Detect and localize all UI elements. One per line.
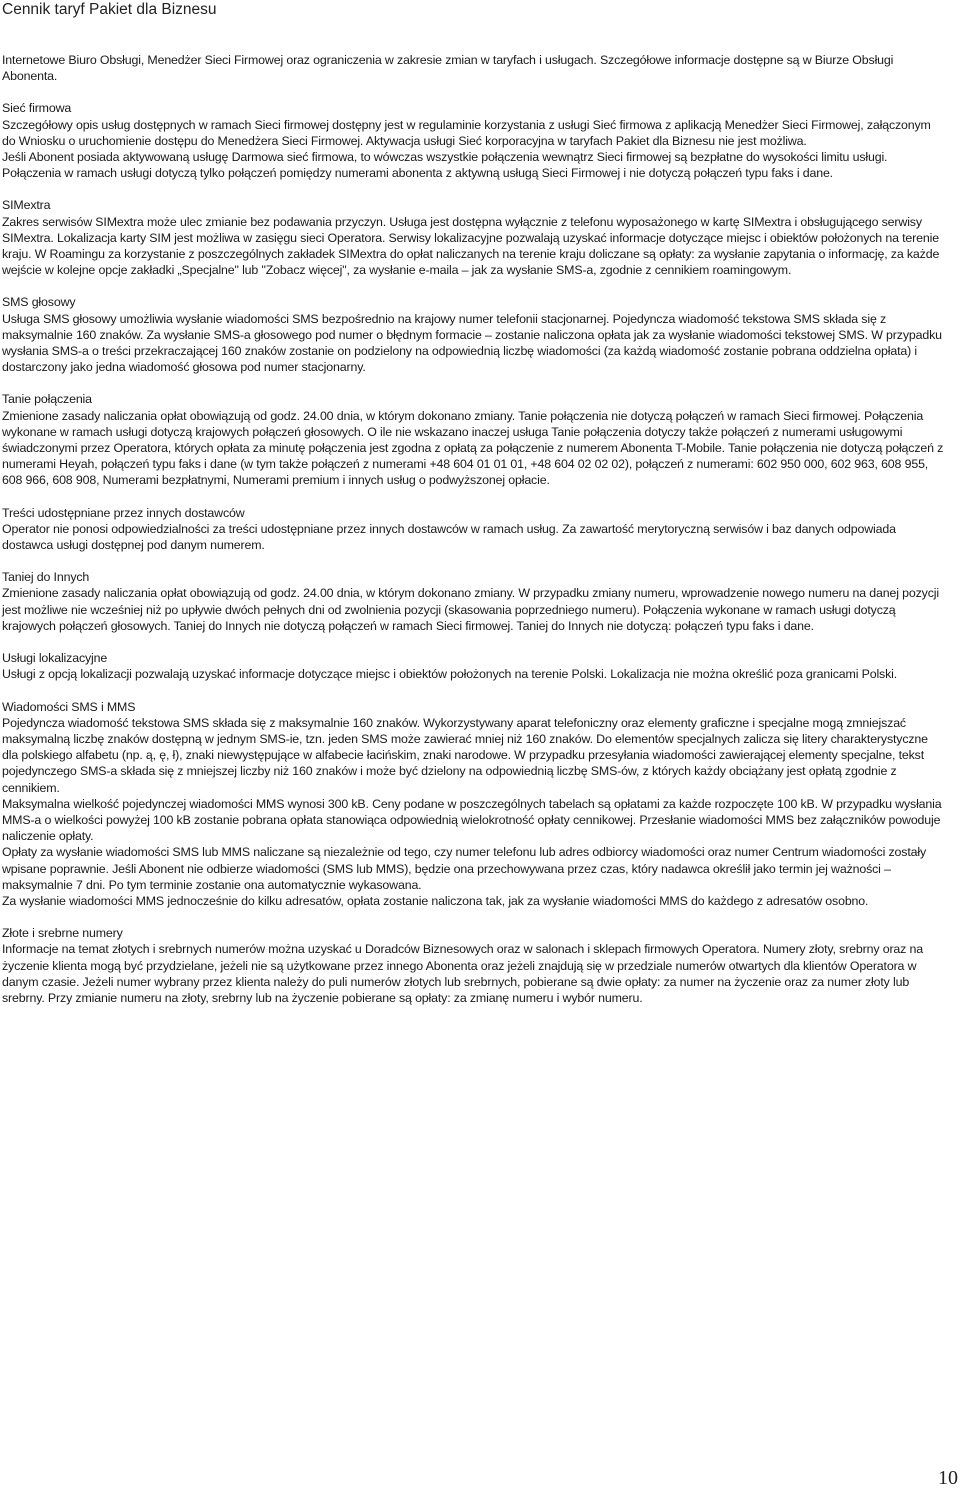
section	[2, 100, 946, 181]
section-heading: Wiadomości SMS i MMS	[2, 699, 136, 714]
section	[2, 391, 946, 488]
section	[2, 505, 946, 554]
section-paragraph: Zmienione zasady naliczania opłat obowiązują od godz. 24.00 dnia, w którym dokonano zmiany. Tanie połączenia nie dotyczą połączeń w ramach Sieci firmowej. Połączenia wykonane w ramach usługi dotyczą krajowych połączeń głosowych. O ile nie wskazano inaczej usługa Tanie połączenia dotyczy także połączeń z numerami usługowymi świadczonymi przez Operatora, których opłata za minutę połączenia jest zgodna z opłatą za połączenie z numerem Abonenta T-Mobile. Tanie połączenia nie dotyczą połączeń z numerami Heyah, połączeń typu faks i dane (w tym także połączeń z numerami +48 604 01 01 01, +48 604 02 02 02), połączeń z numerami: 602 950 000, 602 963, 608 955, 608 966, 608 908, Numerami bezpłatnymi, Numerami premium i innych usług o podwyższonej opłacie.	[2, 408, 944, 488]
page-title: Cennik taryf Pakiet dla Biznesu	[2, 1, 217, 18]
section-paragraph: Informacje na temat złotych i srebrnych numerów można uzyskać u Doradców Biznesowych oraz w salonach i sklepach firmowych Operatora. Numery złoty, srebrny oraz na życzenie klienta mogą być przydzielane, jeżeli nie są użytkowane przez innego Abonenta oraz jeżeli znajdują się w przedziale numerów otwartych dla klientów Operatora w danym czasie. Jeżeli numer wybrany przez klienta należy do puli numerów złotych lub srebrnych, pobierane są dwie opłaty: za numer na życzenie oraz za numer złoty lub srebrny. Przy zmianie numeru na złoty, srebrny lub na życzenie pobierane są opłaty: za zmianę numeru i wybór numeru.	[2, 942, 923, 1005]
section	[2, 294, 946, 375]
sections-container	[2, 100, 946, 1006]
section-heading: Sieć firmowa	[2, 101, 72, 116]
document-body	[2, 52, 946, 1022]
section-heading: Usługi lokalizacyjne	[2, 651, 108, 666]
intro-paragraph: Internetowe Biuro Obsługi, Menedżer Sieci Firmowej oraz ograniczenia w zakresie zmian w taryfach i usługach. Szczegółowe informacje dostępne są w Biurze Obsługi Abonenta.	[2, 53, 894, 84]
section-paragraph: Zmienione zasady naliczania opłat obowiązują od godz. 24.00 dnia, w którym dokonano zmiany. W przypadku zmiany numeru, wprowadzenie nowego numeru na danej pozycji jest możliwe nie wcześniej niż po upływie dwóch pełnych dni od zwolnienia pozycji (skasowania poprzedniego numeru). Połączenia wykonane w ramach usługi dotyczą krajowych połączeń głosowych. Taniej do Innych nie dotyczą połączeń w ramach Sieci firmowej. Taniej do Innych nie dotyczą: połączeń typu faks i dane.	[2, 586, 939, 633]
section-heading: SMS głosowy	[2, 295, 76, 310]
section	[2, 925, 946, 1006]
section-paragraph: Operator nie ponosi odpowiedzialności za treści udostępniane przez innych dostawców w ramach usług. Za zawartość merytoryczną serwisów i baz danych odpowiada dostawca usługi dostępnej pod danym numerem.	[2, 521, 896, 553]
section-paragraph: Szczegółowy opis usług dostępnych w ramach Sieci firmowej dostępny jest w regulaminie korzystania z usługi Sieć firmowa z aplikacją Menedżer Sieci Firmowej, załączonym do Wniosku o uruchomienie dostępu do Menedżera Sieci Firmowej. Aktywacja usługi Sieć korporacyjna w taryfach Pakiet dla Biznesu nie jest możliwa.	[2, 117, 931, 148]
section	[2, 699, 946, 910]
section	[2, 197, 946, 278]
section-paragraph: Pojedyncza wiadomość tekstowa SMS składa się z maksymalnie 160 znaków. Wykorzystywany aparat telefoniczny oraz elementy graficzne i specjalne mogą zmniejszać maksymalną liczbę znaków dostępną w jednym SMS-ie, tzn. jeden SMS może zawierać mniej niż 160 znaków. Do elementów specjalnych zalicza się litery charakterystyczne dla polskiego alfabetu (np. ą, ę, ł), znaki niewystępujące w alfabecie łacińskim, znaki narodowe. W przypadku przesyłania wiadomości zawierającej elementy specjalne, tekst pojedynczego SMS-a składa się z mniejszej liczby niż 160 znaków i może być dzielony na odpowiednią liczbę SMS-ów, z których każdy obciążany jest opłatą zgodnie z cennikiem.	[2, 715, 928, 795]
section-paragraph: Połączenia w ramach usługi dotyczą tylko połączeń pomiędzy numerami abonenta z aktywną usługą Sieci Firmowej i nie dotyczą połączeń typu faks i dane.	[2, 166, 833, 181]
section-paragraph: Usługi z opcją lokalizacji pozwalają uzyskać informacje dotyczące miejsc i obiektów położonych na terenie Polski. Lokalizacja nie można określić poza granicami Polski.	[2, 667, 898, 682]
section-paragraph: Zakres serwisów SIMextra może ulec zmianie bez podawania przyczyn. Usługa jest dostępna wyłącznie z telefonu wyposażonego w kartę SIMextra i obsługującego serwisy SIMextra. Lokalizacja karty SIM jest możliwa w zasięgu sieci Operatora. Serwisy lokalizacyjne pozwalają uzyskać informacje dotyczące miejsc i obiektów położonych na terenie kraju. W Roamingu za korzystanie z poszczególnych zakładek SIMextra do opłat naliczanych na terenie kraju doliczane są opłaty: za wysłanie zapytania o informację, za każde wejście w kolejne opcje zakładki „Specjalne" lub "Zobacz więcej", za wysłanie e-maila – jak za wysłanie SMS-a, zgodnie z cennikiem roamingowym.	[2, 214, 940, 278]
section-heading: Taniej do Innych	[2, 570, 90, 585]
section-paragraph: Jeśli Abonent posiada aktywowaną usługę Darmowa sieć firmowa, to wówczas wszystkie połączenia wewnątrz Sieci firmowej są bezpłatne do wysokości limitu usługi.	[2, 150, 888, 165]
section	[2, 650, 946, 682]
section-paragraph: Opłaty za wysłanie wiadomości SMS lub MMS naliczane są niezależnie od tego, czy numer telefonu lub adres odbiorcy wiadomości oraz numer Centrum wiadomości zostały wpisane poprawnie. Jeśli Abonent nie odbierze wiadomości (SMS lub MMS), będzie ona przechowywana przez czas, który nadawca określił jako termin jej ważności – maksymalnie 7 dni. Po tym terminie zostanie ona automatycznie wykasowana.	[2, 845, 927, 892]
page-number: 10	[938, 1467, 958, 1489]
section-heading: Złote i srebrne numery	[2, 926, 123, 941]
section-heading: Treści udostępniane przez innych dostawców	[2, 505, 245, 520]
section-paragraph: Za wysłanie wiadomości MMS jednocześnie do kilku adresatów, opłata zostanie naliczona tak, jak za wysłanie wiadomości MMS do każdego z adresatów osobno.	[2, 893, 869, 908]
section-heading: Tanie połączenia	[2, 392, 92, 407]
section-heading: SIMextra	[2, 198, 51, 213]
section-paragraph: Usługa SMS głosowy umożliwia wysłanie wiadomości SMS bezpośrednio na krajowy numer telefonii stacjonarnej. Pojedyncza wiadomość tekstowa SMS składa się z maksymalnie 160 znaków. Za wysłanie SMS-a głosowego pod numer o błędnym formacie – zostanie naliczona opłata jak za wysłanie wiadomości tekstowej SMS. W przypadku wysłania SMS-a o treści przekraczającej 160 znaków zostanie on podzielony na odpowiednią liczbę wiadomości (za każdą wiadomość zostanie pobrana oddzielna opłata) i dostarczony jako jedna wiadomość głosowa pod numer stacjonarny.	[2, 311, 942, 375]
section-paragraph: Maksymalna wielkość pojedynczej wiadomości MMS wynosi 300 kB. Ceny podane w poszczególnych tabelach są opłatami za każde rozpoczęte 100 kB. W przypadku wysłania MMS-a o wielkości powyżej 100 kB zostanie pobrana opłata stanowiąca odpowiednią wielokrotność opłaty cennikowej. Przesłanie wiadomości MMS bez załączników powoduje naliczenie opłaty.	[2, 796, 942, 844]
section	[2, 569, 946, 634]
